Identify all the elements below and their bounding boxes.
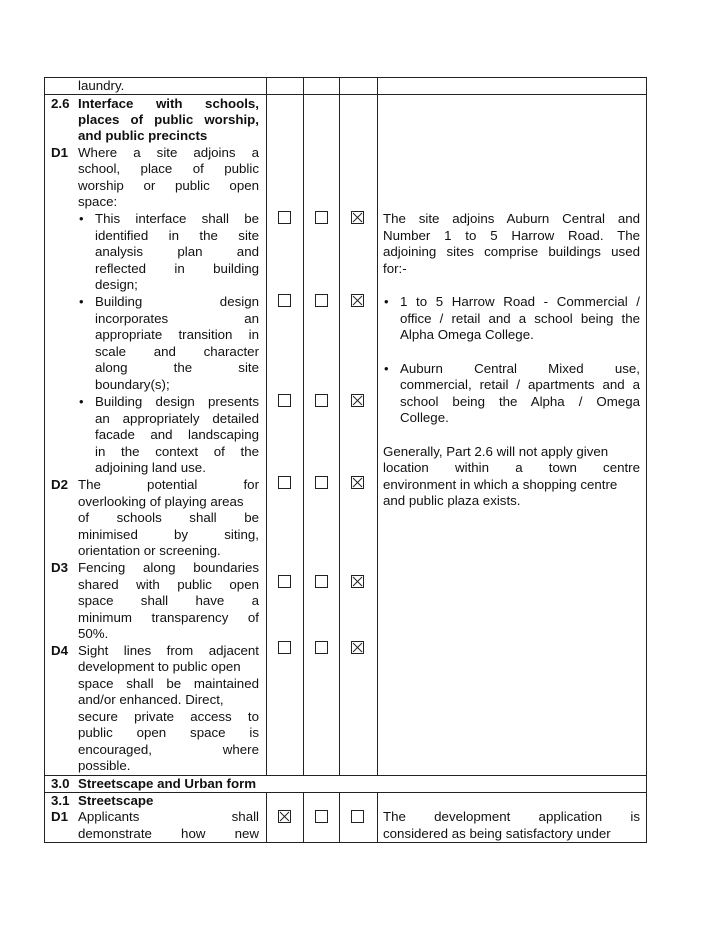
comment-line: Alpha Omega College. (400, 327, 534, 342)
control-text-line: adjoining land use. (95, 460, 206, 475)
section-title: Streetscape and Urban form (78, 776, 257, 791)
checkbox[interactable] (278, 641, 291, 654)
column-divider (377, 792, 378, 843)
control-text-line: Sight lines from adjacent (78, 643, 259, 658)
checkbox[interactable] (315, 394, 328, 407)
control-text-line: space: (78, 194, 118, 209)
control-text-line: identified in the site (95, 228, 259, 243)
comment-line: 1 to 5 Harrow Road - Commercial / (400, 294, 640, 309)
control-text-line: boundary(s); (95, 377, 170, 392)
comment-line: College. (400, 410, 449, 425)
control-text-line: minimum transparency of (78, 610, 259, 625)
control-text-line: Applicants shall (78, 809, 259, 824)
cross-mark-icon (352, 576, 363, 587)
control-text-line: an appropriately detailed (95, 411, 259, 426)
control-text-line: minimised by siting, (78, 527, 259, 542)
section-number: 3.0 (51, 776, 70, 791)
checked-checkbox[interactable] (351, 211, 364, 224)
control-text-line: school, place of public (78, 161, 259, 176)
cross-mark-icon (352, 642, 363, 653)
control-text-line: development to public open (78, 659, 241, 674)
checkbox[interactable] (351, 810, 364, 823)
cross-mark-icon (279, 811, 290, 822)
column-divider (303, 792, 304, 843)
checkbox[interactable] (315, 294, 328, 307)
checked-checkbox[interactable] (351, 394, 364, 407)
cross-mark-icon (352, 212, 363, 223)
control-text-line: appropriate transition in (95, 327, 259, 342)
checked-checkbox[interactable] (351, 294, 364, 307)
comment-line: Generally, Part 2.6 will not apply given (383, 444, 609, 459)
control-code: D1 (51, 809, 68, 824)
column-divider (266, 77, 267, 776)
checked-checkbox[interactable] (278, 810, 291, 823)
checked-checkbox[interactable] (351, 575, 364, 588)
control-code: D2 (51, 477, 68, 492)
control-text-line: Where a site adjoins a (78, 145, 259, 160)
control-code: D3 (51, 560, 68, 575)
checkbox[interactable] (278, 394, 291, 407)
control-text-line: scale and character (95, 344, 259, 359)
section-title-line: places of public worship, (78, 112, 259, 127)
table-border-top (44, 77, 647, 78)
laundry-text: laundry. (78, 78, 125, 93)
cross-mark-icon (352, 477, 363, 488)
control-text-line: Building design (95, 294, 259, 309)
control-text-line: The potential for (78, 477, 259, 492)
section-title: Streetscape (78, 793, 154, 808)
comment-line: for:- (383, 261, 407, 276)
section-title-line: Interface with schools, (78, 96, 259, 111)
checkbox[interactable] (315, 810, 328, 823)
control-text-line: and/or enhanced. Direct, (78, 692, 224, 707)
checkbox[interactable] (278, 211, 291, 224)
comment-line: considered as being satisfactory under (383, 826, 611, 841)
comment-line: adjoining sites comprise buildings used (383, 244, 640, 259)
control-text-line: This interface shall be (95, 211, 259, 226)
control-text-line: Fencing along boundaries (78, 560, 259, 575)
control-text-line: shared with public open (78, 577, 259, 592)
control-text-line: demonstrate how new (78, 826, 259, 841)
control-text-line: space shall be maintained (78, 676, 259, 691)
column-divider (266, 792, 267, 843)
table-border-right (646, 77, 647, 843)
control-text-line: analysis plan and (95, 244, 259, 259)
checkbox[interactable] (315, 641, 328, 654)
table-border-left (44, 77, 45, 843)
control-text-line: public open space is (78, 725, 259, 740)
row-divider (44, 94, 647, 95)
checked-checkbox[interactable] (351, 476, 364, 489)
cross-mark-icon (352, 295, 363, 306)
column-divider (303, 77, 304, 776)
comment-line: location within a town centre (383, 460, 640, 475)
control-text-line: secure private access to (78, 709, 259, 724)
checkbox[interactable] (315, 476, 328, 489)
comment-line: environment in which a shopping centre (383, 477, 618, 492)
control-text-line: of schools shall be (78, 510, 259, 525)
bullet-dot: • (79, 294, 84, 309)
comment-line: office / retail and a school being the (400, 311, 640, 326)
control-text-line: orientation or screening. (78, 543, 221, 558)
bullet-dot: • (384, 294, 389, 309)
checkbox[interactable] (315, 211, 328, 224)
control-text-line: along the site (95, 360, 259, 375)
control-text-line: space shall have a (78, 593, 259, 608)
control-text-line: facade and landscaping (95, 427, 259, 442)
cross-mark-icon (352, 395, 363, 406)
bullet-dot: • (79, 211, 84, 226)
checkbox[interactable] (278, 476, 291, 489)
column-divider (377, 77, 378, 776)
column-divider (339, 792, 340, 843)
comment-line: school being the Alpha / Omega (400, 394, 640, 409)
control-code: D1 (51, 145, 68, 160)
control-text-line: worship or public open (78, 178, 259, 193)
comment-line: and public plaza exists. (383, 493, 521, 508)
control-text-line: 50%. (78, 626, 109, 641)
control-text-line: reflected in building (95, 261, 259, 276)
checkbox[interactable] (278, 294, 291, 307)
control-text-line: overlooking of playing areas (78, 494, 244, 509)
control-text-line: encouraged, where (78, 742, 259, 757)
control-code: D4 (51, 643, 68, 658)
bullet-dot: • (384, 361, 389, 376)
comment-line: Number 1 to 5 Harrow Road. The (383, 228, 640, 243)
control-text-line: Building design presents (95, 394, 259, 409)
control-text-line: incorporates an (95, 311, 259, 326)
bullet-dot: • (79, 394, 84, 409)
control-text-line: design; (95, 277, 138, 292)
control-text-line: possible. (78, 758, 131, 773)
comment-line: The development application is (383, 809, 640, 824)
section-number: 2.6 (51, 96, 70, 111)
comment-line: The site adjoins Auburn Central and (383, 211, 640, 226)
comment-line: commercial, retail / apartments and a (400, 377, 640, 392)
checkbox[interactable] (278, 575, 291, 588)
checkbox[interactable] (315, 575, 328, 588)
section-number: 3.1 (51, 793, 70, 808)
control-text-line: in the context of the (95, 444, 259, 459)
column-divider (339, 77, 340, 776)
section-title-line: and public precincts (78, 128, 208, 143)
checked-checkbox[interactable] (351, 641, 364, 654)
comment-line: Auburn Central Mixed use, (400, 361, 640, 376)
